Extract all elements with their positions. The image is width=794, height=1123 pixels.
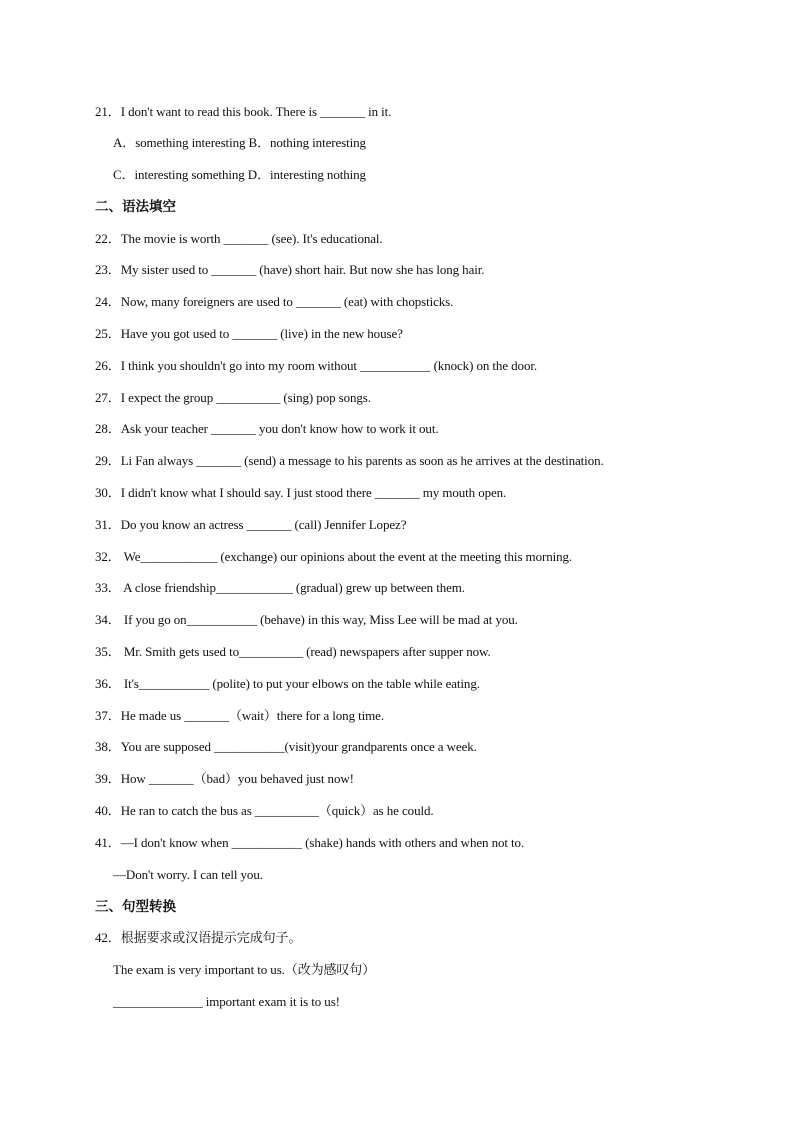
question-41-reply: —Don't worry. I can tell you.	[113, 867, 263, 882]
question-28: 28．Ask your teacher _______ you don't know how to work it out.	[95, 421, 439, 436]
question-30: 30．I didn't know what I should say. I just stood there _______ my mouth open.	[95, 485, 507, 500]
question-36: 36． It's___________ (polite) to put your elbows on the table while eating.	[95, 676, 480, 691]
question-21: 21．I don't want to read this book. There is _______ in it.	[95, 104, 392, 119]
question-41: 41．—I don't know when ___________ (shake) hands with others and when not to.	[95, 835, 525, 850]
question-29: 29．Li Fan always _______ (send) a message to his parents as soon as he arrives at the destination.	[95, 453, 604, 468]
question-26: 26．I think you shouldn't go into my room without ___________ (knock) on the door.	[95, 358, 538, 373]
question-32: 32． We____________ (exchange) our opinions about the event at the meeting this morning.	[95, 549, 573, 564]
question-40: 40．He ran to catch the bus as __________（quick）as he could.	[95, 803, 434, 818]
question-42-sentence: The exam is very important to us.（改为感叹句）	[113, 962, 376, 977]
question-25: 25．Have you got used to _______ (live) in the new house?	[95, 326, 403, 341]
question-42-prompt: 42．根据要求或汉语提示完成句子。	[95, 930, 302, 945]
question-35: 35． Mr. Smith gets used to__________ (read) newspapers after supper now.	[95, 644, 491, 659]
question-37: 37．He made us _______（wait）there for a long time.	[95, 708, 384, 723]
question-21-options-ab: A．something interesting B．nothing interesting	[113, 135, 366, 150]
question-33: 33． A close friendship____________ (gradual) grew up between them.	[95, 580, 465, 595]
question-39: 39．How _______（bad）you behaved just now!	[95, 771, 354, 786]
question-31: 31．Do you know an actress _______ (call) Jennifer Lopez?	[95, 517, 407, 532]
question-23: 23．My sister used to _______ (have) short hair. But now she has long hair.	[95, 262, 485, 277]
question-21-options-cd: C．interesting something D．interesting nothing	[113, 167, 366, 182]
question-24: 24．Now, many foreigners are used to _______ (eat) with chopsticks.	[95, 294, 454, 309]
question-38: 38．You are supposed ___________(visit)your grandparents once a week.	[95, 739, 477, 754]
question-27: 27．I expect the group __________ (sing) pop songs.	[95, 390, 371, 405]
question-34: 34． If you go on___________ (behave) in this way, Miss Lee will be mad at you.	[95, 612, 518, 627]
question-22: 22．The movie is worth _______ (see). It's educational.	[95, 231, 383, 246]
section-3-title: 三、句型转换	[95, 899, 176, 915]
section-2-title: 二、语法填空	[95, 199, 176, 215]
question-42-answer-line: ______________ important exam it is to us!	[113, 994, 340, 1009]
